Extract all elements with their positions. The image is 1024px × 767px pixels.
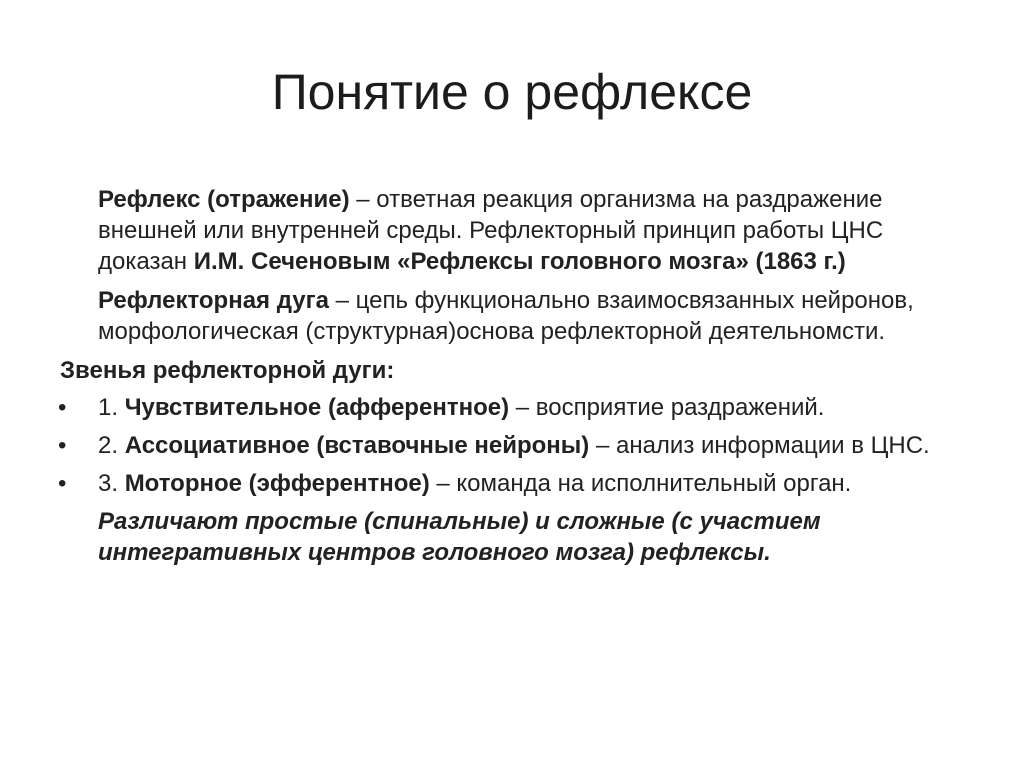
item-number: 2. — [98, 432, 125, 459]
reflex-description: – ответная реакция организма на раздражение внешней или внутренней среды. Рефлекторный принцип работы ЦНС доказан — [98, 186, 884, 275]
slide-content — [0, 184, 1024, 568]
item-description: – восприятие раздражений. — [509, 394, 825, 421]
reflex-arc-definition — [0, 285, 1024, 347]
list-item — [0, 468, 1024, 499]
reflex-definition — [0, 184, 1024, 277]
sechenov-reference: И.М. Сеченовым «Рефлексы головного мозга» (1863 г.) — [193, 248, 846, 275]
arc-links-heading: Звенья рефлекторной дуги: — [60, 357, 395, 384]
list-item — [0, 392, 1024, 423]
bullet-icon: • — [58, 432, 67, 459]
item-term: Моторное (эфферентное) — [124, 470, 430, 497]
reflex-term: Рефлекс (отражение) — [98, 186, 350, 213]
bullet-icon: • — [58, 470, 67, 497]
reflex-arc-term: Рефлекторная дуга — [98, 287, 329, 314]
item-term: Ассоциативное (вставочные нейроны) — [124, 432, 590, 459]
list-item — [0, 430, 1024, 461]
reflex-arc-description: – цепь функционально взаимосвязанных нейронов, морфологическая (структурная)основа рефлекторной деятельномсти. — [98, 287, 914, 345]
slide-title: Понятие о рефлексе — [271, 64, 753, 120]
item-number: 3. — [98, 470, 125, 497]
item-number: 1. — [98, 394, 125, 421]
arc-links-list — [0, 392, 1024, 499]
item-description: – анализ информации в ЦНС. — [589, 432, 930, 459]
bullet-icon: • — [58, 394, 67, 421]
reflex-types-note: Различают простые (спинальные) и сложные (с участием интегративных центров головного мозга) рефлексы. — [98, 508, 821, 566]
item-description: – команда на исполнительный орган. — [429, 470, 852, 497]
item-term: Чувствительное (афферентное) — [124, 394, 510, 421]
